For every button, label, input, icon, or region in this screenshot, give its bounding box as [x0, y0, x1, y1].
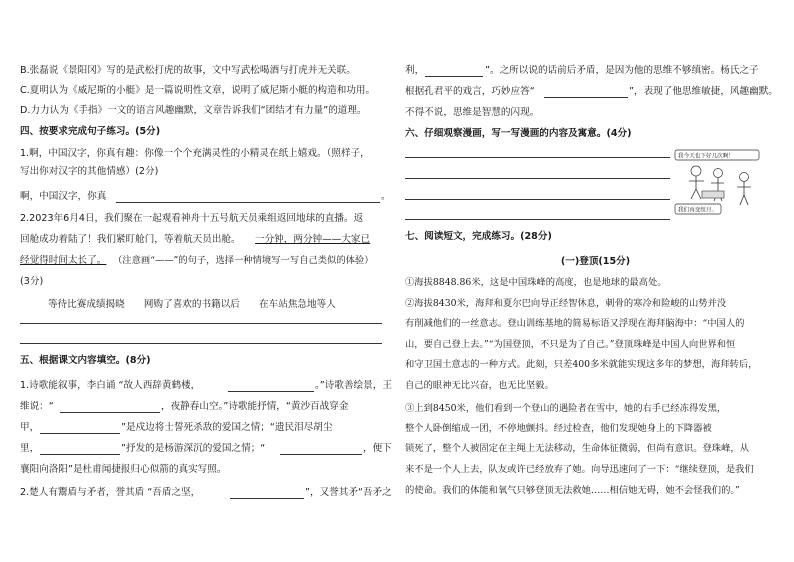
- section-5-title: 五、根据课文内容填空。(8分): [20, 355, 151, 366]
- p1-line4a: 里，: [20, 443, 40, 454]
- fill-blank[interactable]: [425, 76, 483, 77]
- p2-line1b: ”，又誉其矛“吾矛之: [305, 487, 392, 498]
- r-line3: 不得不说，思维是智慧的闪现。: [405, 107, 540, 118]
- p1-line2a: 维说：“: [20, 401, 54, 412]
- para3-line1: ③上到8450米，他们看到一个登山的遇险者在雪中，她的右手已经冻得发黑，: [405, 403, 727, 414]
- p1-line3b: ”是戍边将士誓死杀敌的爱国之情；“遗民泪尽胡尘: [121, 422, 333, 433]
- fill-blank[interactable]: [228, 391, 314, 392]
- cartoon-bubble-2: 我们再变组月。: [678, 207, 718, 214]
- r-line1b: ”。之所以说的话前后矛盾，是因为他的思维不够缜密。杨氏之子: [485, 65, 759, 76]
- p2-line1a: 2.楚人有鬻盾与矛者，誉其盾 “吾盾之坚，: [20, 487, 201, 498]
- p1-line3a: 甲，: [20, 422, 40, 433]
- fill-blank[interactable]: [60, 412, 160, 413]
- p1-line4b: ”抒发的是杨游深沉的爱国之情；“: [121, 443, 266, 454]
- section-4-title: 四、按要求完成句子练习。(5分): [20, 126, 161, 137]
- p1-line2b: ，夜静春山空。”诗歌能抒情，“黄沙百战穿金: [161, 401, 349, 412]
- para2-line1: ②海拔8430米，海拜和夏尔巴向导正经智休息，刺骨的寒冷和险峻的山势并没: [405, 298, 727, 309]
- para1: ①海拔8848.86米，这是中国珠峰的高度，也是地球的最高处。: [405, 277, 667, 288]
- p1-line4c: ，便下: [363, 443, 392, 454]
- passage-title: (一)登顶(15分): [560, 256, 631, 267]
- r-line1a: 利，: [405, 65, 425, 76]
- para3-line3: 锁死了，整个人被固定在主绳上无法移动，生命体征微弱，但尚有意识。登珠峰，从: [405, 443, 749, 454]
- scenario-options: 等待比赛成绩揭晓 网购了喜欢的书籍以后 在车站焦急地等人: [48, 299, 336, 310]
- fill-blank[interactable]: [40, 433, 120, 434]
- q2-line1: 2.2023年6月4日，我们聚在一起观看神舟十五号航天员乘组返回地球的直播。返: [20, 213, 364, 224]
- r-line2b: ”，表现了他思维敏捷，风趣幽默。: [629, 86, 778, 97]
- p1-line1b: 。”诗歌善绘景，王: [315, 380, 392, 391]
- cartoon-image: [674, 149, 760, 217]
- para3-line5: 的使命。我们的体能和氧气只够登顶无法救她……相信她无碍，她不会怪我们的。”: [405, 485, 740, 496]
- r-line2a: 根据孔君平的戏言，巧妙应答“: [405, 86, 535, 97]
- p1-line5: 襄阳向洛阳”是杜甫闻捷报归心似箭的真实写照。: [20, 464, 227, 475]
- fill-blank[interactable]: [280, 454, 362, 455]
- para2-line2: 有削减他们的一丝意志。登山训练基地的简易标语又浮现在海拜脑海中：“中国人的: [405, 318, 745, 329]
- q1-line3: 啊，中国汉字，你真: [20, 191, 107, 202]
- section-6-title: 六、仔细观察漫画，写一写漫画的内容及寓意。(4分): [405, 128, 632, 139]
- answer-line-2[interactable]: [20, 343, 382, 344]
- fill-blank[interactable]: [230, 498, 304, 499]
- answer-line-1[interactable]: [405, 157, 670, 158]
- para3-line2: 整个人卧倒缩成一团，不停地颤抖。经过检查，他们发现她身上的下降器被: [405, 423, 712, 434]
- option-d: D.力力认为《手指》一文的语言风趣幽默，文章告诉我们“团结才有力量”的道理。: [20, 105, 367, 116]
- answer-line-4[interactable]: [405, 219, 670, 220]
- option-b: B.张磊说《景阳冈》写的是武松打虎的故事，文中写武松喝酒与打虎并无关联。: [20, 65, 356, 76]
- para2-line5: 自己的眼神无比兴奋，也无比坚毅。: [405, 380, 554, 391]
- fill-blank[interactable]: [40, 454, 120, 455]
- answer-blank[interactable]: [116, 202, 380, 203]
- q2-line2b: 一分钟，两分钟——大家已: [255, 234, 371, 245]
- q1-line2: 写出你对汉字的其他情感）(2分): [20, 166, 159, 177]
- option-c: C.夏明认为《威尼斯的小艇》是一篇说明性文章，说明了威尼斯小艇的构造和功用。: [20, 85, 376, 96]
- p1-line1a: 1.诗歌能叙事，李白诵 “故人西辞黄鹤楼，: [20, 380, 201, 391]
- para2-line3: 山，要自己登上去。”“为国登顶，不只是为了自己。”登顶珠峰是中国人向世界和恒: [405, 339, 736, 350]
- q2-line3b: （注意画“——”的句子，选择一种情境写一写自己类似的体验）: [113, 255, 374, 266]
- q2-line3a: 经觉得时间太长了。: [20, 255, 107, 266]
- cartoon-bubble-1: 我今天也下好几次啊！: [678, 153, 734, 160]
- para2-line4: 和守卫国土意志的一种方式。此刻，只差400多米就能实现这多年的梦想，海拜转后，: [405, 359, 758, 370]
- cartoon-drawing: [674, 149, 760, 217]
- para3-line4: 来不是一个人上去，队友或许已经放弃了她。向导迅速问了一下：“继续登顶，是我们: [405, 464, 754, 475]
- fill-blank[interactable]: [544, 97, 628, 98]
- q1-line1: 1.啊，中国汉字，你真有趣：你像一个个充满灵性的小精灵在纸上嬉戏。（照样子，: [20, 148, 370, 159]
- answer-line-1[interactable]: [20, 323, 382, 324]
- answer-line-2[interactable]: [405, 178, 670, 179]
- section-7-title: 七、阅读短文，完成练习。(28分): [405, 231, 552, 242]
- answer-line-3[interactable]: [405, 199, 670, 200]
- q2-line4: (3分): [20, 276, 44, 287]
- q2-line2a: 回舱成功着陆了！我们紧盯舱门，等着航天员出舱。: [20, 234, 241, 245]
- q1-line3-end: 。: [381, 191, 391, 202]
